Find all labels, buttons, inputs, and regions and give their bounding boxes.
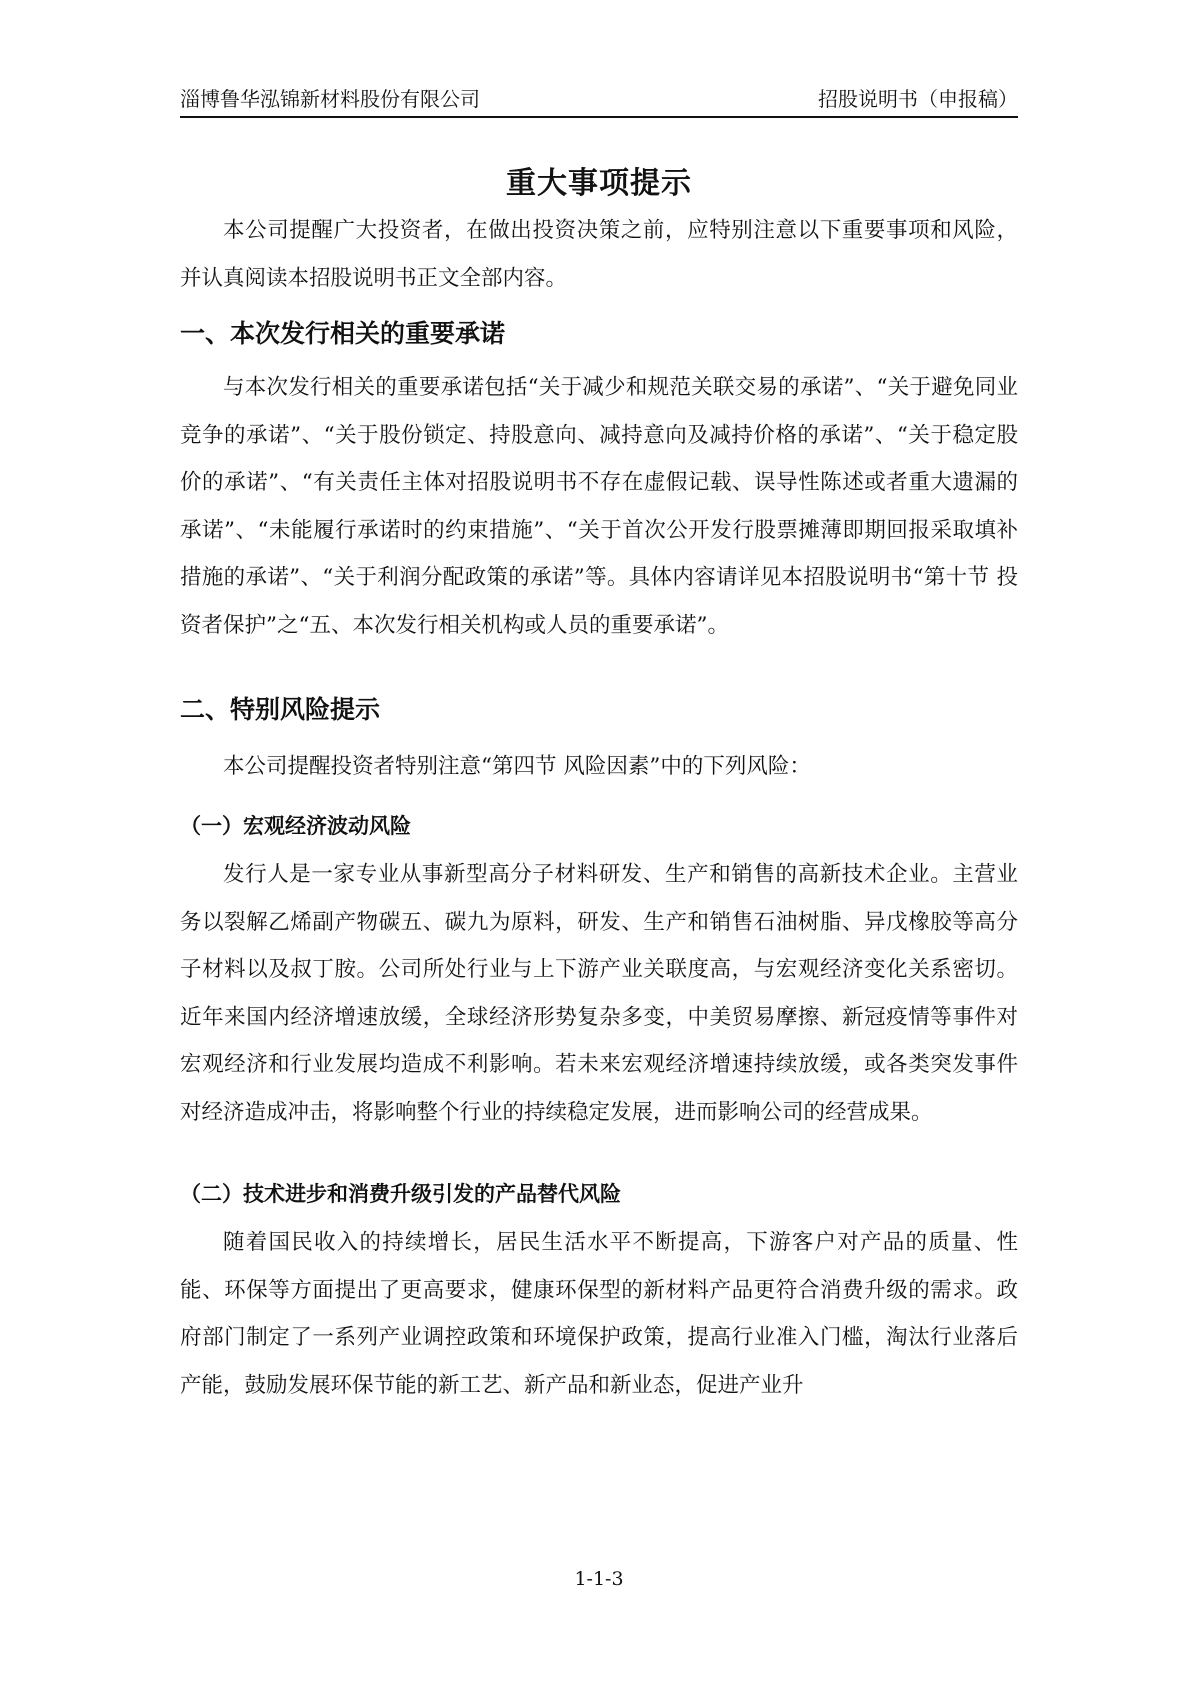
section-2-heading: 二、特别风险提示 xyxy=(180,695,381,724)
page-header xyxy=(180,82,1018,118)
header-company-name: 淄博鲁华泓锦新材料股份有限公司 xyxy=(180,87,480,111)
subsection-1-heading: （一）宏观经济波动风险 xyxy=(180,814,411,838)
page-number: 1-1-3 xyxy=(574,1568,624,1590)
subsection-2-heading: （二）技术进步和消费升级引发的产品替代风险 xyxy=(180,1182,621,1206)
section-1-body: 与本次发行相关的重要承诺包括“关于减少和规范关联交易的承诺”、“关于避免同业竞争的承诺”、“关于股份锁定、持股意向、减持意向及减持价格的承诺”、“关于稳定股价的承诺”、“有关责任主体对招股说明书不存在虚假记载、误导性陈述或者重大遗漏的承诺”、“未能履行承诺时的约束措施”、“关于首次公开发行股票摊薄即期回报采取填补措施的承诺”、“关于利润分配政策的承诺”等。具体内容请详见本招股说明书“第十节 投资者保护”之“五、本次发行相关机构或人员的重要承诺”。 xyxy=(180,375,1018,638)
document-page xyxy=(180,0,1018,1683)
header-document-type: 招股说明书（申报稿） xyxy=(818,87,1018,111)
subsection-2-body: 随着国民收入的持续增长，居民生活水平不断提高，下游客户对产品的质量、性能、环保等方面提出了更高要求，健康环保型的新材料产品更符合消费升级的需求。政府部门制定了一系列产业调控政策和环境保护政策，提高行业准入门槛，淘汰行业落后产能，鼓励发展环保节能的新工艺、新产品和新业态，促进产业升 xyxy=(180,1230,1018,1398)
section-1-heading: 一、本次发行相关的重要承诺 xyxy=(180,319,506,348)
page-title: 重大事项提示 xyxy=(506,166,692,201)
intro-paragraph: 本公司提醒广大投资者，在做出投资决策之前，应特别注意以下重要事项和风险，并认真阅读本招股说明书正文全部内容。 xyxy=(180,218,1018,291)
subsection-1-body: 发行人是一家专业从事新型高分子材料研发、生产和销售的高新技术企业。主营业务以裂解乙烯副产物碳五、碳九为原料，研发、生产和销售石油树脂、异戊橡胶等高分子材料以及叔丁胺。公司所处行业与上下游产业关联度高，与宏观经济变化关系密切。近年来国内经济增速放缓，全球经济形势复杂多变，中美贸易摩擦、新冠疫情等事件对宏观经济和行业发展均造成不利影响。若未来宏观经济增速持续放缓，或各类突发事件对经济造成冲击，将影响整个行业的持续稳定发展，进而影响公司的经营成果。 xyxy=(180,862,1018,1125)
section-2-intro: 本公司提醒投资者特别注意“第四节 风险因素”中的下列风险： xyxy=(223,754,811,779)
